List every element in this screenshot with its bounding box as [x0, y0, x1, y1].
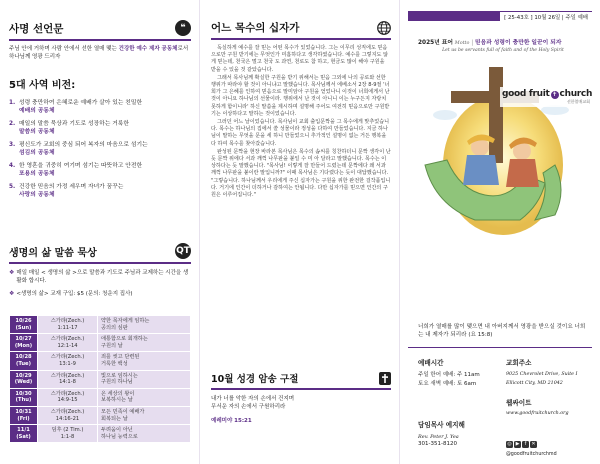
schedule-passage: 스가랴(Zech.) 14:16-21: [38, 406, 98, 424]
worship-line-2: 토요 새벽 예배: 토 6am: [418, 380, 477, 387]
social-block: [506, 430, 596, 457]
schedule-row: [10, 388, 191, 406]
meditation-title: 생명의 삶 말씀 묵상: [9, 247, 97, 259]
schedule-passage: 스가랴(Zech.) 14:1-8: [38, 370, 98, 388]
vision-list: [9, 99, 191, 199]
schedule-title: 모든 민족이 예배가 회복되는 날: [98, 406, 191, 424]
church-logo: good fruit ✝ church 선한열매교회: [500, 87, 596, 107]
motto-year: 2025년 표어: [418, 40, 453, 46]
vision-title: 5대 사역 비전:: [9, 80, 76, 91]
social-handle: @goodfruitchurchmd: [506, 452, 557, 457]
memory-reference: 예레미야 15:21: [211, 417, 252, 424]
diamond-icon: ❖: [9, 289, 15, 297]
schedule-date: 10/29 (Wed): [10, 370, 38, 388]
schedule-passage: 딤후 (2 Tim.) 1:1-8: [38, 425, 98, 443]
address-title: 교회주소: [506, 359, 532, 367]
globe-icon: [377, 21, 391, 35]
qt-schedule-table: [9, 315, 191, 443]
middle-column: [200, 0, 400, 464]
pastor-name: Rev. Peter J. Yea: [418, 434, 459, 440]
schedule-title: 애통함으로 회개하는 구원의 날: [98, 334, 191, 352]
mission-title: 사명 선언문: [9, 22, 64, 35]
schedule-passage: 스가랴(Zech.) 12:1-14: [38, 334, 98, 352]
schedule-date: 11/1 (Sat): [10, 425, 38, 443]
diamond-icon: ❖: [9, 269, 15, 276]
schedule-row: [10, 406, 191, 424]
memory-verse: 내가 너를 악한 자의 손에서 건지며 무서운 자의 손에서 구원하리라: [211, 396, 295, 411]
schedule-date: 10/28 (Tue): [10, 352, 38, 370]
meditation-bullet-1: ❖ 매일 매일 < 생명의 삶 >으로 말씀과 기도로 주님과 교제하는 시간을 생활화 합시다.: [9, 269, 189, 285]
youtube-icon[interactable]: ▶: [515, 441, 520, 447]
schedule-title: 빛으로 임하시는 구원의 하나님: [98, 370, 191, 388]
website-link[interactable]: www.goodfruitchurch.org: [506, 411, 569, 416]
schedule-title: 두려움이 아닌 하나님 능력으로: [98, 425, 191, 443]
schedule-row: [10, 334, 191, 352]
memory-title: 10월 성경 암송 구절: [211, 374, 299, 385]
schedule-title: 약한 목자에게 임하는 공의의 심판: [98, 316, 191, 334]
cross-icon: [379, 372, 391, 385]
schedule-passage: 스가랴(Zech.) 14:9-15: [38, 388, 98, 406]
story-divider: [211, 38, 391, 40]
address-line-2: Ellicott City, MD 21042: [506, 380, 563, 386]
bible-icon: QT: [175, 243, 191, 259]
meditation-divider: [9, 262, 191, 264]
story-section: [211, 20, 391, 200]
pastor-title: 담임목사 예지해: [418, 421, 465, 429]
website-title: 웹싸이트: [506, 399, 532, 407]
cross-illustration: [405, 55, 595, 245]
meditation-bullet-2: ❖ <생명의 삶> 교재 구입: $5 (문의: 청운지 집사): [9, 289, 133, 297]
address-line-1: 9025 Chevrolet Drive, Suite I: [506, 372, 578, 377]
vision-item: 4. 한 영혼을 귀중히 여기며 섬기는 따뜻하고 안전한 포용의 공동체: [9, 163, 143, 177]
schedule-passage: 스가랴(Zech.) 13:1-9: [38, 352, 98, 370]
memory-section: [211, 371, 391, 425]
vision-item: 2. 매일의 말씀 묵상과 기도로 성장하는 거룩한 말씀의 공동체: [9, 121, 130, 135]
worship-title: 예배시간: [418, 359, 444, 367]
schedule-row: [10, 370, 191, 388]
logo-subtitle: 선한열매교회: [566, 99, 590, 104]
worship-line-1: 주일 한어 예배: 주 11am: [418, 372, 480, 378]
pastor-phone: 301-351-8120: [418, 441, 457, 447]
schedule-date: 10/31 (Fri): [10, 406, 38, 424]
story-paragraph: 그래서 목사님께 확실한 구원을 받기 위해서는 믿음 그외에 나의 공로와 선한 행위가 따라야 할 것이 아니냐고 말했습니다. 목사님께서 에베소서 2장 8-9절 '너희가 그 은혜를 인하여 믿음으로 말미암아 구원을 얻었나니 이것이 너희에게서 난 것이 아니요 하나님의 선물이라. 행위에서 난 것이 아니니 이는 누구든지 자랑치 못하게 함이니라' 하신 말씀을 제시하며 설명해 주어도 여전히 믿음으로만 구원받기는 이상하다고 말하는 것이었습니다.: [211, 74, 390, 117]
scripture-verse: 너희가 열매를 많이 맺으면 내 아버지께서 영광을 받으실 것이요 너희는 내 제자가 되리라 (요 15:8): [418, 324, 586, 339]
meditation-section: [9, 243, 191, 298]
instagram-icon[interactable]: ◎: [507, 441, 512, 447]
church-address: [506, 357, 596, 388]
vision-item: 1. 성령 충만하여 은혜로운 예배가 살아 있는 친밀한 예배의 공동체: [9, 100, 143, 114]
story-paragraph: 완성된 문짝을 현장 바라본 목사님은 목수의 솜씨를 칭찬하더니 문짝 생각이 난 듯 문짝 위에다 서과 깨꺽 나무판을 붙일 수 미 아 달라고 말했습니다. 목수는 이상하다는 듯 말했습니다. "목사님! 이렇게 잘 만들어 드렸는데 문짝에다 왜 서과 깨꺽 나무판을 붙이란 말입니까?" 이때 목사님은 기다렸다는 듯이 대답했습니다. "그렇습니다. 하나님께서 우리에게 주신 십자가는 구원을 위한 완전한 걸작품입니다. 거기에 인간이 더하거나 감하여는 안됩니다. 다만 십자가를 믿으면 인간의 구원은 이루어집니다.": [211, 148, 391, 199]
schedule-passage: 스가랴(Zech.) 1:11-17: [38, 316, 98, 334]
schedule-row: [10, 425, 191, 443]
x-icon[interactable]: ✕: [531, 441, 536, 447]
pastor-block: [418, 419, 504, 447]
facebook-icon[interactable]: f: [522, 441, 529, 448]
mission-section: [9, 20, 191, 62]
schedule-row: [10, 352, 191, 370]
vision-item: 3. 평신도가 교회의 중심 되어 복자의 마음으로 섬기는 섬김의 공동체: [9, 142, 148, 156]
logo-fruit-icon: ✝: [552, 91, 557, 98]
mission-divider: [9, 39, 191, 41]
schedule-date: 10/30 (Thu): [10, 388, 38, 406]
mission-text: 주님 안에 거하며 사람 안에서 선한 열매 맺는 건강한 예수 제자 공동체로서 하나님께 영광 드리자: [9, 46, 189, 61]
motto-english: Let us be servants full of faith and of the Holy Spirit: [442, 48, 564, 53]
story-paragraph: 독실하게 예수를 잘 믿는 어떤 목수가 있었습니다. 그는 이무리 성직에도 믿음으로만 구원 받기에는 무엇인가 미흡하다고 생각하였습니다. 예수를 그렇지도 않게 믿는데, 천국은 멀고 천국 도 과연, 천로도 참 하고, 현금도 많이 해야 구원을 받을 수 있을 것 같았습니다.: [211, 45, 388, 73]
quote-icon: ❝: [175, 20, 191, 36]
website-block: [506, 397, 596, 416]
schedule-title: 온 세상의 왕이 보복하시는 날: [98, 388, 191, 406]
motto-korean: 믿음과 성령이 충만한 일꾼이 되자: [474, 40, 562, 46]
schedule-date: 10/26 (Sun): [10, 316, 38, 334]
story-body: [211, 45, 391, 199]
bulletin-info: [ 25-43호 ] 10월 26일 | 주일 예배: [500, 12, 592, 22]
schedule-title: 죄를 씻고 단련된 거룩한 백성: [98, 352, 191, 370]
schedule-row: [10, 316, 191, 334]
schedule-date: 10/27 (Mon): [10, 334, 38, 352]
motto-label: Motto: [454, 41, 470, 46]
vision-section: [9, 76, 191, 204]
worship-times: [418, 357, 504, 388]
right-column: [400, 0, 600, 464]
story-paragraph: 그러던 어느 날이었습니다. 목사님이 교회 출입문짝을 그 목수에게 맞추었습니다. 목수는 하나님의 집에서 쓸 성물이라 정성을 다하여 만들었습니다. 지금 하나님이 말하는 무엇을 문을 세 하니 만들었으니 추가적인 설명이 없는 거든 행복을 다 하여 목수를 찾아갔습니다.: [211, 119, 390, 147]
motto: 2025년 표어 Motto | 믿음과 성령이 충만한 일꾼이 되자 Let us be servants full of faith and of the Holy Spirit: [418, 37, 588, 53]
story-title: 어느 목수의 십자가: [211, 22, 300, 34]
info-divider: [408, 347, 592, 348]
vision-item: 5. 건강한 믿음의 가정 세우며 자녀가 꿈꾸는 사랑의 공동체: [9, 184, 124, 198]
memory-divider: [211, 388, 391, 390]
left-column: [0, 0, 200, 464]
